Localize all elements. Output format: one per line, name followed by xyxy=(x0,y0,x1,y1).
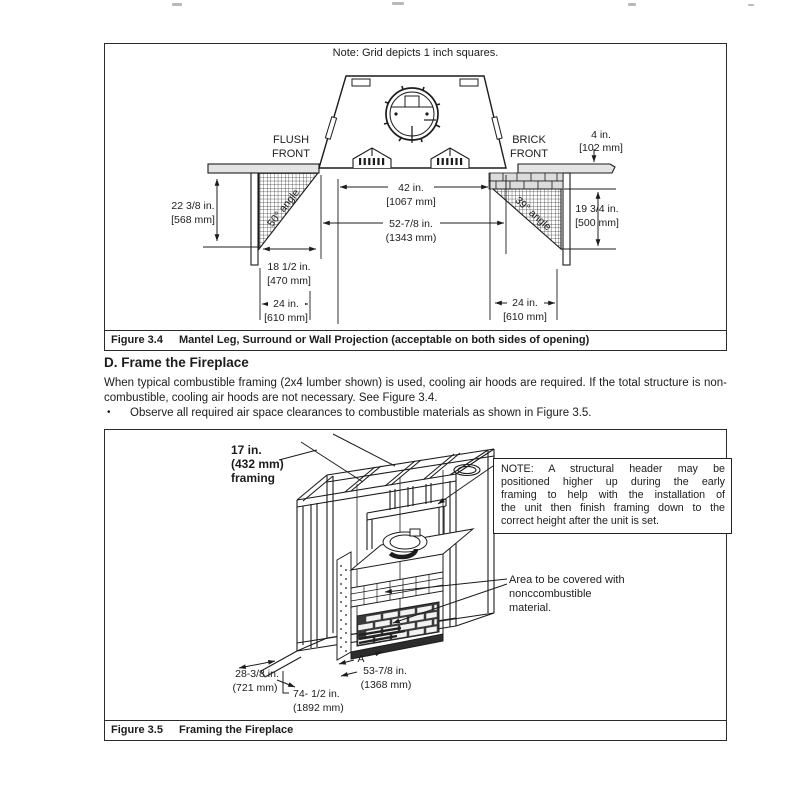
angle-label-left: 50° angle xyxy=(265,186,303,230)
brick-courses xyxy=(489,173,563,189)
area-label-2: nonccombustible xyxy=(509,588,592,600)
scan-artifact xyxy=(628,3,636,6)
figure-3-4-caption xyxy=(105,330,726,350)
dim-22mm-label: [568 mm] xyxy=(171,214,215,226)
flush-front-label-1: FLUSH xyxy=(272,134,310,146)
note-line: positioned higher up during the early xyxy=(501,476,725,489)
structural-header-note xyxy=(493,458,732,534)
angle-label-right: 39° angle xyxy=(512,194,554,234)
figure-3-5-box xyxy=(104,429,727,741)
dim-53mm-label: (1368 mm) xyxy=(360,679,412,691)
fireplace-top-view xyxy=(319,76,506,168)
dim-19mm-label: [500 mm] xyxy=(575,217,619,229)
grid-note: Note: Grid depicts 1 inch squares. xyxy=(332,47,499,59)
dim-42mm-label: [1067 mm] xyxy=(386,196,436,208)
scan-artifact xyxy=(392,2,404,5)
dim-A-label: A xyxy=(357,653,365,665)
paragraph-line-2: combustible, cooling air hoods are not necessary. See Figure 3.4. xyxy=(104,392,438,404)
section-paragraph xyxy=(104,376,727,406)
caption-label: Figure 3.4 xyxy=(111,334,163,346)
bullet-text: Observe all required air space clearances to combustible materials as shown in Figure 3.5. xyxy=(130,407,592,419)
paragraph-line-1: When typical combustible framing (2x4 lumber shown) is used, cooling air hoods are required. If the total structure is non- xyxy=(104,377,727,389)
dim-24mm-left-label: [610 mm] xyxy=(264,312,308,324)
dim-28in-label: 28-3/8 in. xyxy=(235,668,279,680)
dim-74in-label: 74- 1/2 in. xyxy=(293,688,340,700)
mantel-projection-diagram xyxy=(105,44,726,329)
framing-label-3: framing xyxy=(231,471,276,485)
area-label-1: Area to be covered with xyxy=(509,574,625,586)
figure-3-4-box xyxy=(104,43,727,351)
dim-24in-right-label: 24 in. xyxy=(512,297,538,309)
section-heading: D. Frame the Fireplace xyxy=(104,355,249,370)
dim-52mm-label: (1343 mm) xyxy=(385,232,437,244)
figure-3-5-caption xyxy=(105,720,726,740)
flush-front-label-2: FRONT xyxy=(272,148,310,160)
dim-42in-label: 42 in. xyxy=(398,182,424,194)
caption-text: Mantel Leg, Surround or Wall Projection (acceptable on both sides of opening) xyxy=(178,334,590,346)
framing-label-2: (432 mm) xyxy=(231,457,284,471)
dim-52in-label: 52-7/8 in. xyxy=(389,218,433,230)
note-line: framing to help with the installation of xyxy=(501,489,725,502)
dim-18in-label: 18 1/2 in. xyxy=(267,261,311,273)
note-line: the unit then finish framing down to the xyxy=(501,502,725,515)
dim-4mm-label: [102 mm] xyxy=(579,142,623,154)
scan-artifact xyxy=(748,4,754,6)
note-line: correct height after the unit is set. xyxy=(501,515,660,528)
caption-text: Framing the Fireplace xyxy=(178,724,294,736)
dim-24in-left-label: 24 in. xyxy=(273,298,299,310)
dim-74mm-label: (1892 mm) xyxy=(293,702,344,714)
scan-artifact xyxy=(172,3,182,6)
note-line: NOTE: A structural header may be xyxy=(501,463,725,475)
dim-22in-label: 22 3/8 in. xyxy=(171,200,215,212)
brick-front-label-1: BRICK xyxy=(512,134,546,146)
dim-4in-label: 4 in. xyxy=(591,129,611,141)
dim-18mm-label: [470 mm] xyxy=(267,275,311,287)
right-projection-triangle xyxy=(493,189,561,249)
area-label-3: material. xyxy=(509,602,552,614)
framing-label-1: 17 in. xyxy=(231,443,262,457)
bullet-item xyxy=(104,407,727,419)
dim-53in-label: 53-7/8 in. xyxy=(363,665,407,677)
bullet-icon: • xyxy=(107,407,111,418)
caption-label: Figure 3.5 xyxy=(111,724,163,736)
brick-front-label-2: FRONT xyxy=(510,148,548,160)
dim-28mm-label: (721 mm) xyxy=(232,682,278,694)
dim-19in-label: 19 3/4 in. xyxy=(575,203,619,215)
dim-24mm-right-label: [610 mm] xyxy=(503,311,547,323)
